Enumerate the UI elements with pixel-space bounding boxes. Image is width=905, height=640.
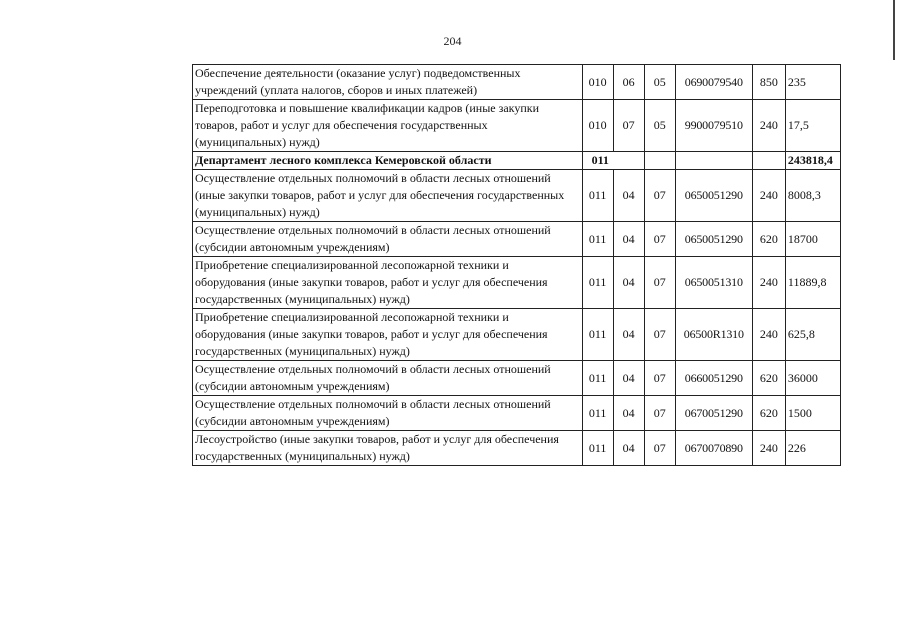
row-name: Приобретение специализированной лесопожарной техники и оборудования (иные закупки товаров, работ и услуг для обеспечения государственных (муниципальных) нужд) (193, 309, 583, 361)
row-rz-code: 04 (613, 222, 644, 257)
row-vr-code: 240 (752, 100, 785, 152)
row-sum: 8008,3 (785, 170, 840, 222)
row-rz-code: 04 (613, 257, 644, 309)
row-gr-code: 011 (582, 170, 613, 222)
row-vr-code: 620 (752, 361, 785, 396)
row-name: Переподготовка и повышение квалификации кадров (иные закупки товаров, работ и услуг для обеспечения государственных (муниципальных) нужд) (193, 100, 583, 152)
row-pr-code: 07 (644, 396, 675, 431)
row-name: Лесоустройство (иные закупки товаров, работ и услуг для обеспечения государственных (муниципальных) нужд) (193, 431, 583, 466)
table-row (193, 152, 841, 170)
row-gr-code: 011 (582, 361, 613, 396)
row-name: Приобретение специализированной лесопожарной техники и оборудования (иные закупки товаров, работ и услуг для обеспечения государственных (муниципальных) нужд) (193, 257, 583, 309)
row-rz-code: 04 (613, 361, 644, 396)
row-vr-code: 620 (752, 222, 785, 257)
row-vr-code: 240 (752, 257, 785, 309)
row-name: Обеспечение деятельности (оказание услуг) подведомственных учреждений (уплата налогов, сборов и иных платежей) (193, 65, 583, 100)
row-pr-code: 05 (644, 65, 675, 100)
row-csr-code: 0650051290 (675, 170, 752, 222)
row-gr-code: 011 (582, 431, 613, 466)
page-number: 204 (443, 34, 462, 48)
row-csr-code: 06500R1310 (675, 309, 752, 361)
row-pr-code (644, 152, 675, 170)
row-csr-code: 0660051290 (675, 361, 752, 396)
budget-table (192, 64, 841, 466)
row-pr-code: 07 (644, 170, 675, 222)
row-pr-code: 05 (644, 100, 675, 152)
row-sum: 36000 (785, 361, 840, 396)
row-sum: 11889,8 (785, 257, 840, 309)
row-rz-code: 04 (613, 396, 644, 431)
row-pr-code: 07 (644, 257, 675, 309)
table-row (193, 257, 841, 309)
row-sum: 1500 (785, 396, 840, 431)
row-vr-code: 850 (752, 65, 785, 100)
scan-edge-line (893, 0, 895, 60)
row-rz-code: 04 (613, 309, 644, 361)
table-row (193, 100, 841, 152)
row-pr-code: 07 (644, 222, 675, 257)
row-pr-code: 07 (644, 361, 675, 396)
row-csr-code: 9900079510 (675, 100, 752, 152)
table-row (193, 361, 841, 396)
row-rz-code: 04 (613, 431, 644, 466)
table-row (193, 222, 841, 257)
row-sum: 226 (785, 431, 840, 466)
row-gr-code: 011 (582, 152, 644, 170)
row-name: Осуществление отдельных полномочий в области лесных отношений (субсидии автономным учреждениям) (193, 361, 583, 396)
table-row (193, 170, 841, 222)
row-gr-code: 010 (582, 65, 613, 100)
row-name: Осуществление отдельных полномочий в области лесных отношений (субсидии автономным учреждениям) (193, 396, 583, 431)
row-csr-code: 0650051290 (675, 222, 752, 257)
row-name: Осуществление отдельных полномочий в области лесных отношений (субсидии автономным учреждениям) (193, 222, 583, 257)
row-sum: 235 (785, 65, 840, 100)
row-vr-code: 240 (752, 170, 785, 222)
row-rz-code: 04 (613, 170, 644, 222)
row-csr-code (675, 152, 752, 170)
row-gr-code: 011 (582, 222, 613, 257)
row-csr-code: 0670051290 (675, 396, 752, 431)
row-rz-code: 06 (613, 65, 644, 100)
row-sum: 18700 (785, 222, 840, 257)
row-sum: 625,8 (785, 309, 840, 361)
row-gr-code: 011 (582, 309, 613, 361)
row-pr-code: 07 (644, 431, 675, 466)
table-row (193, 65, 841, 100)
row-csr-code: 0690079540 (675, 65, 752, 100)
row-csr-code: 0670070890 (675, 431, 752, 466)
row-sum: 17,5 (785, 100, 840, 152)
row-name: Осуществление отдельных полномочий в области лесных отношений (иные закупки товаров, работ и услуг для обеспечения государственных (муниципальных) нужд) (193, 170, 583, 222)
row-gr-code: 010 (582, 100, 613, 152)
row-vr-code: 240 (752, 431, 785, 466)
row-vr-code: 620 (752, 396, 785, 431)
row-vr-code: 240 (752, 309, 785, 361)
row-vr-code (752, 152, 785, 170)
row-pr-code: 07 (644, 309, 675, 361)
row-name: Департамент лесного комплекса Кемеровской области (193, 152, 583, 170)
row-csr-code: 0650051310 (675, 257, 752, 309)
budget-table-body (193, 65, 841, 466)
row-sum: 243818,4 (785, 152, 840, 170)
row-gr-code: 011 (582, 257, 613, 309)
table-row (193, 396, 841, 431)
table-row (193, 309, 841, 361)
table-row (193, 431, 841, 466)
row-rz-code: 07 (613, 100, 644, 152)
row-gr-code: 011 (582, 396, 613, 431)
